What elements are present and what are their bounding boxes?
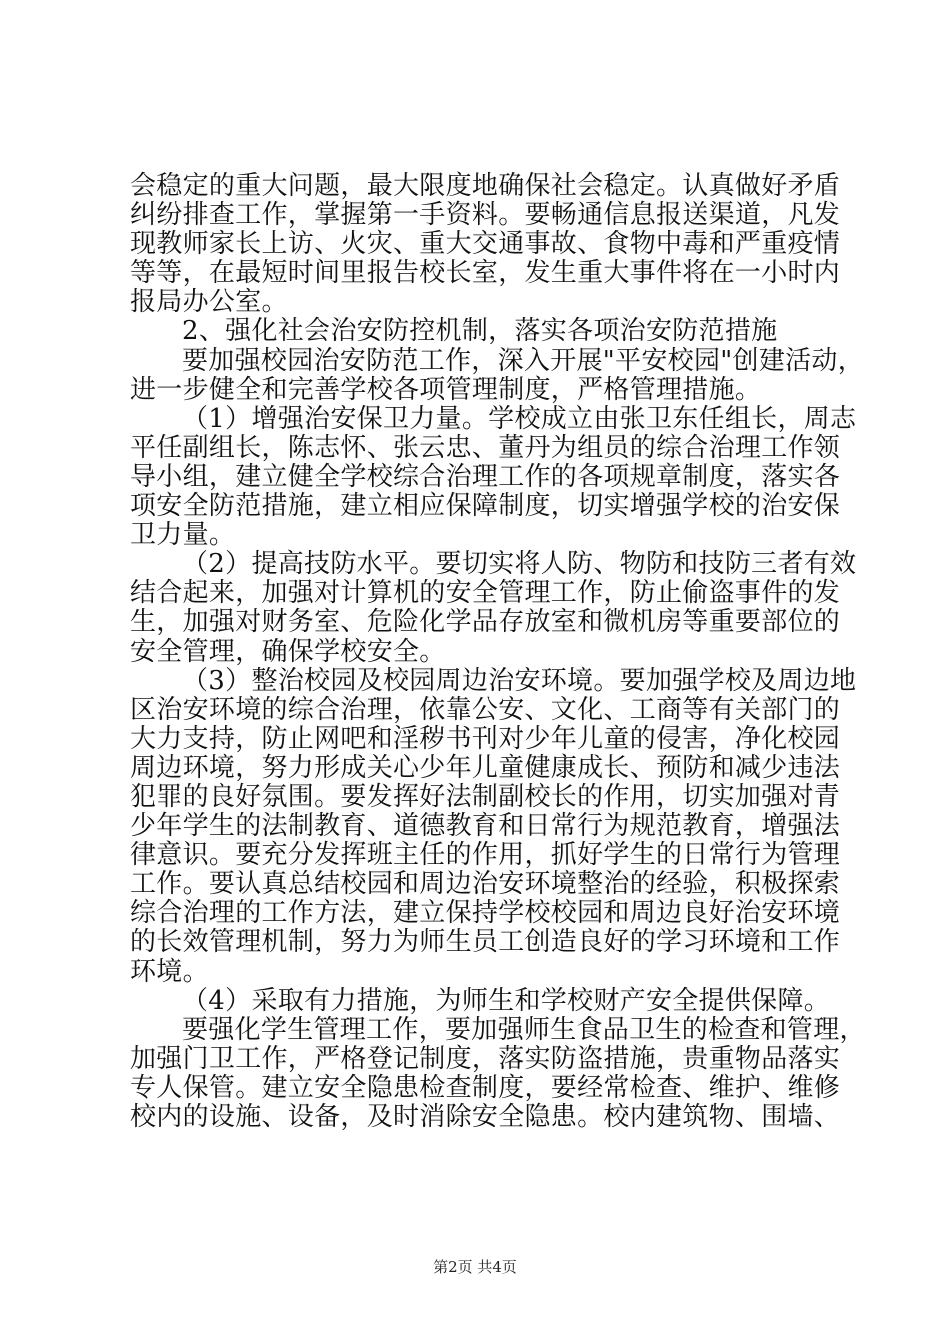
text-line: 区治安环境的综合治理，依靠公安、文化、工商等有关部门的	[130, 694, 841, 725]
text-line: 加强门卫工作，严格登记制度，落实防盗措施，贵重物品落实	[130, 1043, 841, 1074]
text-line: （3）整治校园及校园周边治安环境。要加强学校及周边地	[182, 665, 857, 696]
text-line: （1）增强治安保卫力量。学校成立由张卫东任组长，周志	[182, 403, 857, 434]
text-line: 律意识。要充分发挥班主任的作用，抓好学生的日常行为管理	[130, 840, 841, 871]
text-line: 大力支持，防止网吧和淫秽书刊对少年儿童的侵害，净化校园	[130, 723, 841, 754]
text-line: 报局办公室。	[130, 287, 288, 318]
text-line: 综合治理的工作方法，建立保持学校校园和周边良好治安环境	[130, 898, 841, 929]
text-line: 等等，在最短时间里报告校长室，发生重大事件将在一小时内	[130, 258, 841, 289]
text-line: 校内的设施、设备，及时消除安全隐患。校内建筑物、围墙、	[130, 1102, 841, 1132]
text-line: 少年学生的法制教育、道德教育和日常行为规范教育，增强法	[130, 811, 841, 842]
text-line: 工作。要认真总结校园和周边治安环境整治的经验，积极探索	[130, 869, 841, 900]
text-line: （4）采取有力措施，为师生和学校财产安全提供保障。	[182, 985, 831, 1016]
document-body	[130, 171, 866, 1132]
text-line: 进一步健全和完善学校各项管理制度，严格管理措施。	[130, 374, 762, 405]
text-line: 项安全防范措施，建立相应保障制度，切实增强学校的治安保	[130, 491, 841, 522]
text-line: 卫力量。	[130, 520, 236, 551]
text-line: 导小组，建立健全学校综合治理工作的各项规章制度，落实各	[130, 461, 841, 492]
text-line: 环境。	[130, 956, 209, 987]
text-line: 2、强化社会治安防控机制，落实各项治安防范措施	[182, 316, 778, 347]
text-line: 生，加强对财务室、危险化学品存放室和微机房等重要部位的	[130, 607, 841, 638]
text-line: 纠纷排查工作，掌握第一手资料。要畅通信息报送渠道，凡发	[130, 200, 841, 231]
text-line: 安全管理，确保学校安全。	[130, 636, 446, 667]
page-footer: 第2页 共4页	[433, 1258, 517, 1276]
text-line: 专人保管。建立安全隐患检查制度，要经常检查、维护、维修	[130, 1072, 841, 1103]
text-line: 会稳定的重大问题，最大限度地确保社会稳定。认真做好矛盾	[130, 171, 841, 201]
text-line: （2）提高技防水平。要切实将人防、物防和技防三者有效	[182, 549, 857, 580]
text-line: 结合起来，加强对计算机的安全管理工作，防止偷盗事件的发	[130, 578, 841, 609]
text-line: 要加强校园治安防范工作，深入开展"平安校园"创建活动，	[182, 345, 865, 376]
text-line: 犯罪的良好氛围。要发挥好法制副校长的作用，切实加强对青	[130, 781, 841, 812]
text-line: 的长效管理机制，努力为师生员工创造良好的学习环境和工作	[130, 927, 841, 958]
text-line: 平任副组长，陈志怀、张云忠、董丹为组员的综合治理工作领	[130, 432, 841, 463]
text-line: 要强化学生管理工作，要加强师生食品卫生的检查和管理，	[182, 1014, 866, 1045]
text-line: 周边环境，努力形成关心少年儿童健康成长、预防和减少违法	[130, 752, 841, 783]
text-line: 现教师家长上访、火灾、重大交通事故、食物中毒和严重疫情	[130, 229, 841, 260]
